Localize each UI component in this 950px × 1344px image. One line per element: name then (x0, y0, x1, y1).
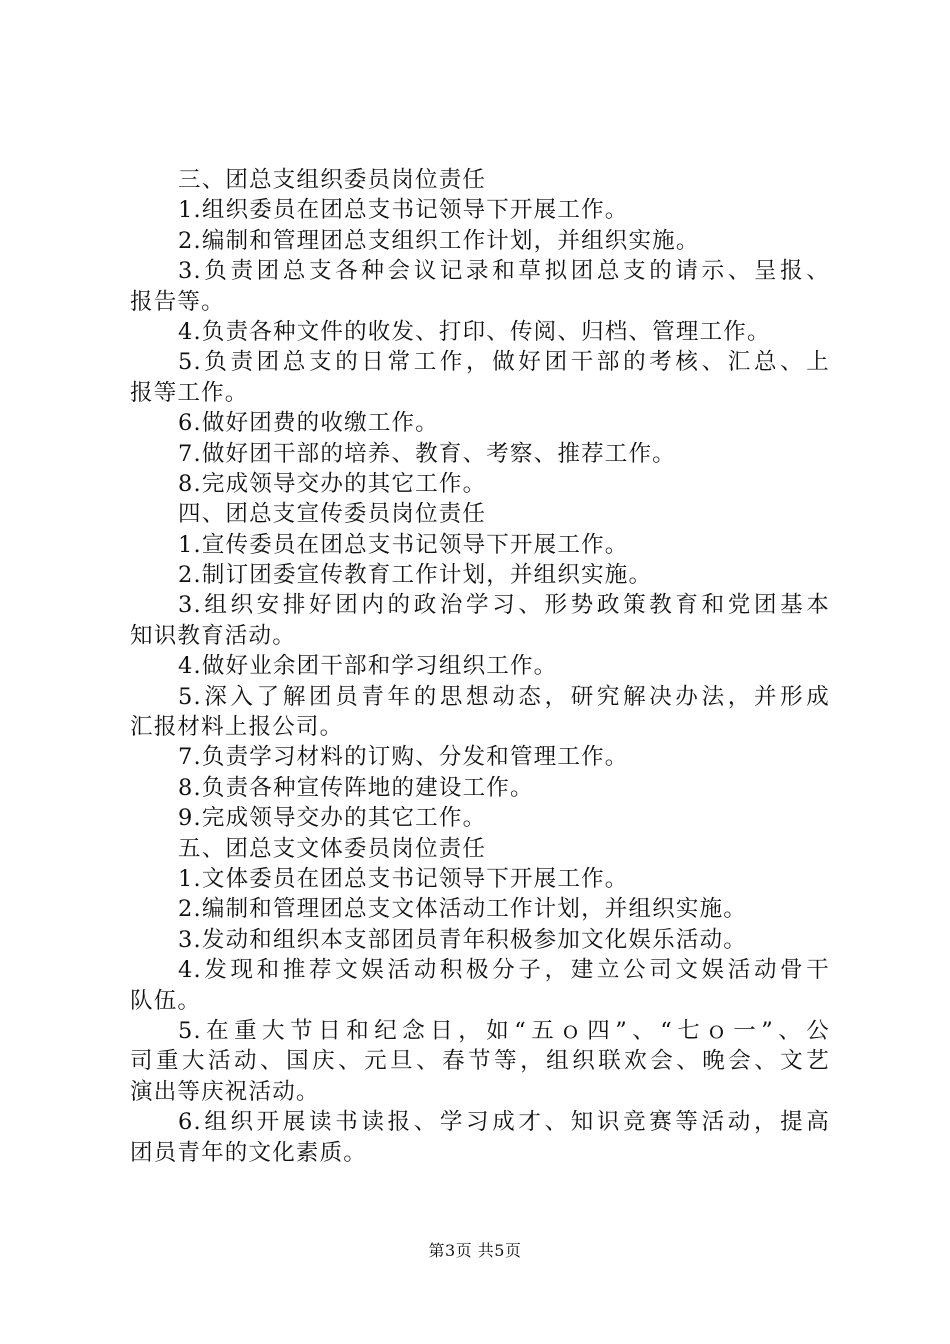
list-item-start: 4.做好业余团干部和学习组织工作。 (178, 653, 558, 680)
list-item-start: 5.在重大节日和纪念日，如“五ｏ四”、“七ｏ一”、公 (178, 1017, 830, 1044)
paragraph-continuation: 报等工作。 (130, 379, 249, 406)
list-item-start: 2.编制和管理团总支文体活动工作计划，并组织实施。 (178, 896, 747, 923)
list-item-start: 3.发动和组织本支部团员青年积极参加文化娱乐活动。 (178, 926, 747, 953)
list-item-start: 4.负责各种文件的收发、打印、传阅、归档、管理工作。 (178, 318, 771, 345)
list-item-start: 1.文体委员在团总支书记领导下开展工作。 (178, 865, 629, 892)
paragraph-continuation: 司重大活动、国庆、元旦、春节等，组织联欢会、晚会、文艺 (130, 1048, 830, 1075)
list-item-start: 4.发现和推荐文娱活动积极分子，建立公司文娱活动骨干 (178, 957, 830, 984)
section-heading: 四、团总支宣传委员岗位责任 (178, 501, 487, 528)
paragraph-continuation: 演出等庆祝活动。 (130, 1078, 320, 1105)
section-heading: 五、团总支文体委员岗位责任 (178, 835, 487, 862)
list-item-start: 3.负责团总支各种会议记录和草拟团总支的请示、呈报、 (178, 258, 830, 285)
list-item-start: 7.做好团干部的培养、教育、考察、推荐工作。 (178, 440, 676, 467)
list-item-start: 6.做好团费的收缴工作。 (178, 410, 439, 437)
list-item-start: 5.负责团总支的日常工作，做好团干部的考核、汇总、上 (178, 349, 830, 376)
paragraph-continuation: 团员青年的文化素质。 (130, 1139, 368, 1166)
list-item-start: 5.深入了解团员青年的思想动态，研究解决办法，并形成 (178, 683, 830, 710)
list-item-start: 2.编制和管理团总支组织工作计划，并组织实施。 (178, 227, 700, 254)
list-item-start: 1.宣传委员在团总支书记领导下开展工作。 (178, 531, 629, 558)
page-footer: 第3页 共5页 (428, 1241, 522, 1260)
list-item-start: 8.完成领导交办的其它工作。 (178, 470, 487, 497)
list-item-start: 6.组织开展读书读报、学习成才、知识竞赛等活动，提高 (178, 1109, 830, 1136)
section-heading: 三、团总支组织委员岗位责任 (178, 167, 487, 193)
paragraph-continuation: 队伍。 (130, 987, 202, 1014)
list-item-start: 2.制订团委宣传教育工作计划，并组织实施。 (178, 562, 653, 589)
list-item-start: 3.组织安排好团内的政治学习、形势政策教育和党团基本 (178, 592, 830, 619)
paragraph-continuation: 报告等。 (130, 288, 225, 315)
paragraph-continuation: 知识教育活动。 (130, 622, 296, 649)
document-body (130, 165, 830, 1168)
list-item-start: 1.组织委员在团总支书记领导下开展工作。 (178, 197, 629, 224)
list-item-start: 7.负责学习材料的订购、分发和管理工作。 (178, 744, 629, 771)
paragraph-continuation: 汇报材料上报公司。 (130, 714, 344, 741)
list-item-start: 9.完成领导交办的其它工作。 (178, 805, 487, 832)
list-item-start: 8.负责各种宣传阵地的建设工作。 (178, 774, 534, 801)
